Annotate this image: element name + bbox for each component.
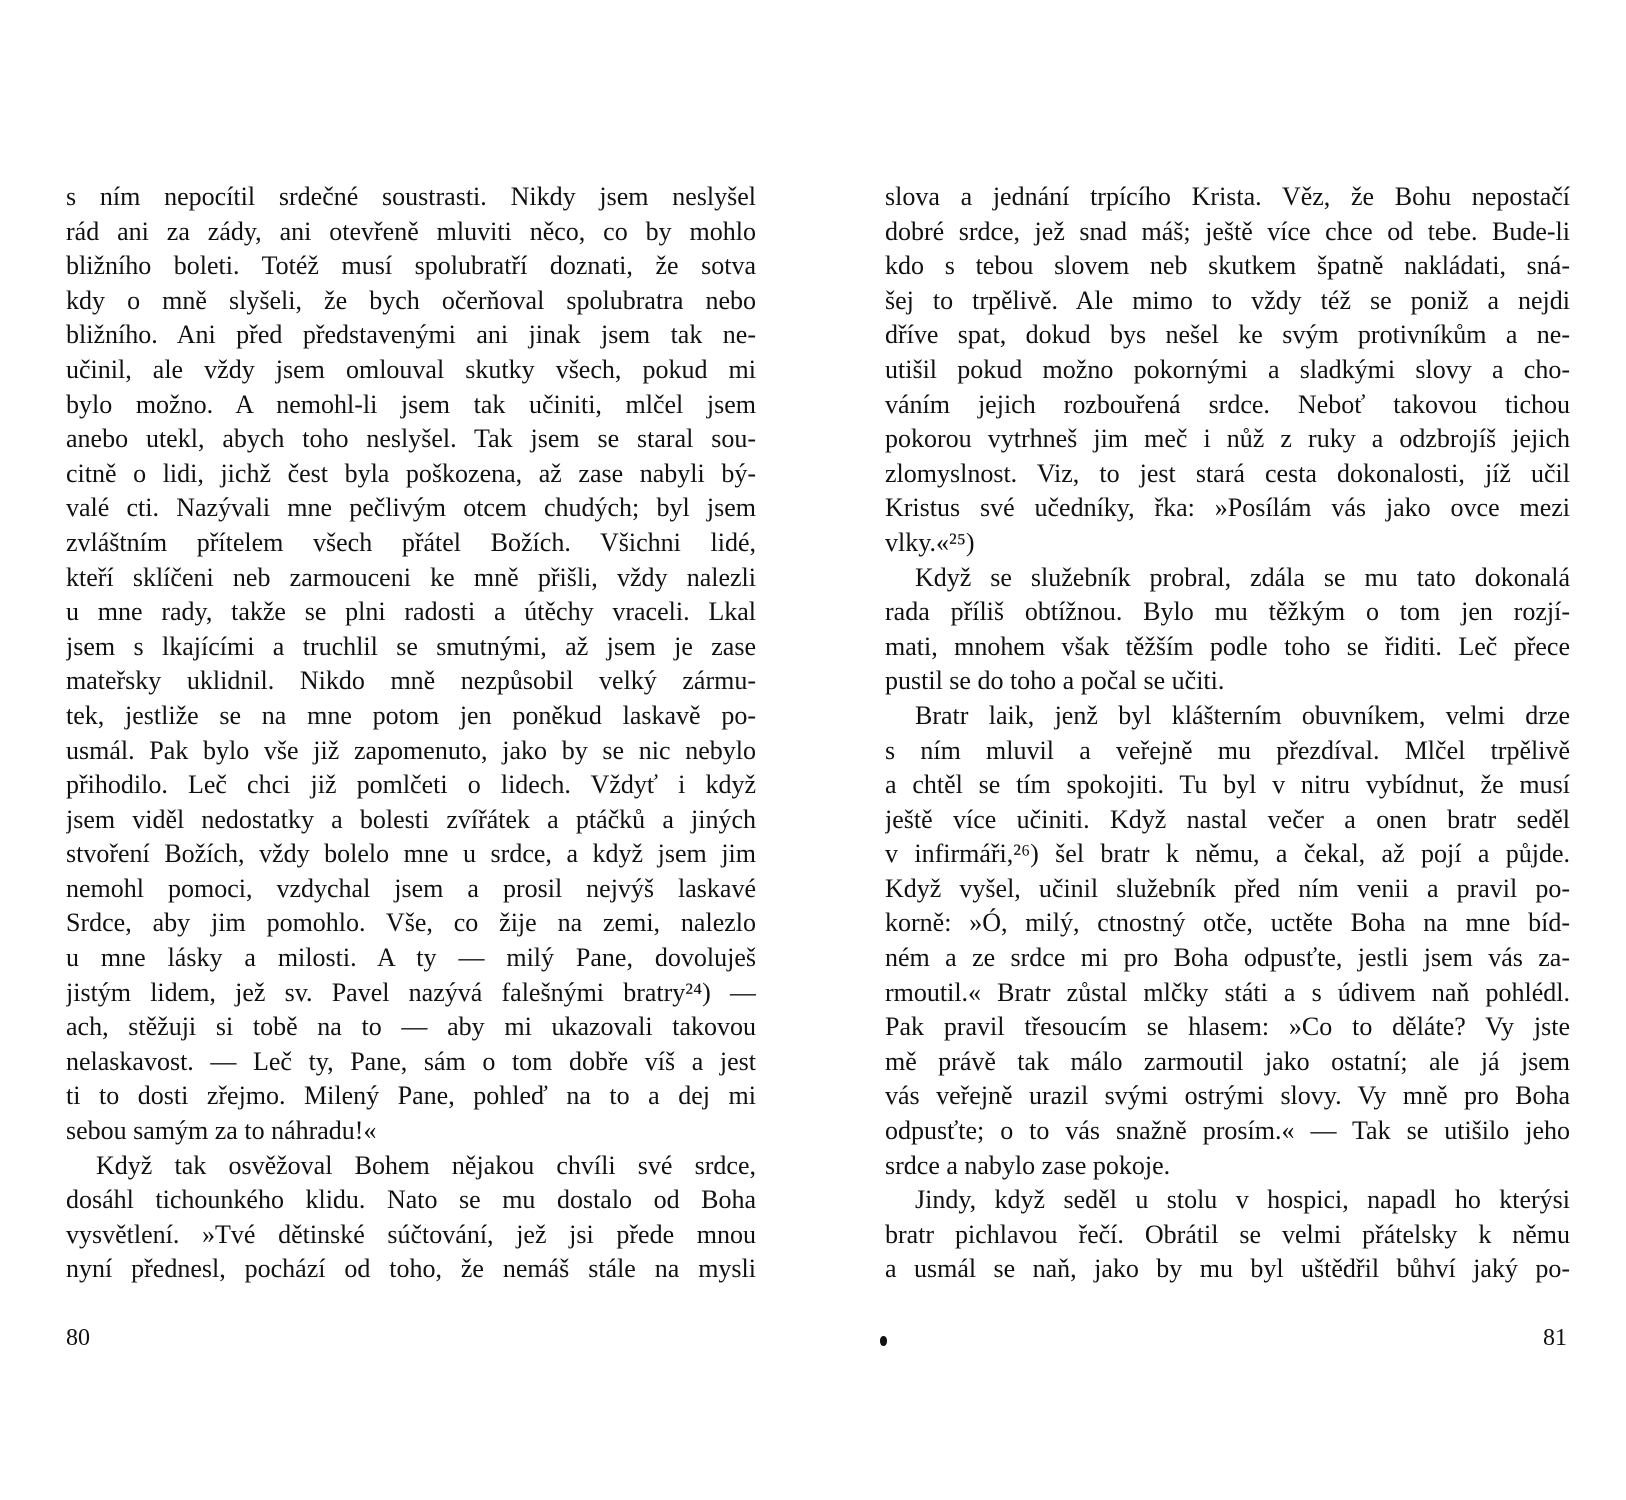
text-line: ach, stěžuji si tobě na to — aby mi ukazovali takovou bbox=[66, 1012, 756, 1042]
text-line: anebo utekl, abych toho neslyšel. Tak jsem se staral sou- bbox=[66, 424, 756, 454]
text-line: nelaskavost. — Leč ty, Pane, sám o tom dobře víš a jest bbox=[66, 1046, 756, 1076]
text-line: mati, mnohem však těžším podle toho se řiditi. Leč přece bbox=[885, 631, 1570, 661]
text-line: přihodilo. Leč chci již pomlčeti o lidech. Vždyť i když bbox=[66, 770, 756, 800]
text-line: usmál. Pak bylo vše již zapomenuto, jako by se nic nebylo bbox=[66, 735, 756, 765]
text-line: Když tak osvěžoval Bohem nějakou chvíli své srdce, bbox=[96, 1150, 756, 1180]
text-line: u mne rady, takže se plni radosti a útěchy vraceli. Lkal bbox=[66, 597, 756, 627]
text-line: a usmál se naň, jako by mu byl uštědřil bůhví jaký po- bbox=[885, 1254, 1570, 1284]
text-line: zlomyslnost. Viz, to jest stará cesta dokonalosti, jíž učil bbox=[885, 458, 1570, 488]
text-line: ti to dosti zřejmo. Milený Pane, pohleď na to a dej mi bbox=[66, 1081, 756, 1111]
text-line: rmoutil.« Bratr zůstal mlčky státi a s údivem naň pohlédl. bbox=[885, 977, 1570, 1007]
text-line: Bratr laik, jenž byl klášterním obuvníkem, velmi drze bbox=[915, 700, 1570, 730]
text-line: nemohl pomoci, vzdychal jsem a prosil nejvýš laskavé bbox=[66, 873, 756, 903]
text-line: zvláštním přítelem všech přátel Božích. Všichni lidé, bbox=[66, 527, 756, 557]
right-page bbox=[885, 180, 1570, 1287]
text-line: vysvětlení. »Tvé dětinské súčtování, jež jsi přede mnou bbox=[66, 1219, 756, 1249]
ink-mark bbox=[880, 1336, 887, 1346]
text-line: kdo s tebou slovem neb skutkem špatně nakládati, sná- bbox=[885, 251, 1570, 281]
text-line: dosáhl tichounkého klidu. Nato se mu dostalo od Boha bbox=[66, 1185, 756, 1215]
text-line: utišil pokud možno pokornými a sladkými slovy a cho- bbox=[885, 354, 1570, 384]
text-line: ném a ze srdce mi pro Boha odpusťte, jestli jsem vás za- bbox=[885, 943, 1570, 973]
text-line: korně: »Ó, milý, ctnostný otče, uctěte Boha na mne bíd- bbox=[885, 908, 1570, 938]
text-line: bratr pichlavou řečí. Obrátil se velmi přátelsky k němu bbox=[885, 1219, 1570, 1249]
text-line: kteří sklíčeni neb zarmouceni ke mně přišli, vždy nalezli bbox=[66, 562, 756, 592]
text-line: u mne lásky a milosti. A ty — milý Pane, dovoluješ bbox=[66, 943, 756, 973]
text-line: dříve spat, dokud bys nešel ke svým protivníkům a ne- bbox=[885, 320, 1570, 350]
text-line: mě právě tak málo zarmoutil jako ostatní; ale já jsem bbox=[885, 1046, 1570, 1076]
text-line: Jindy, když seděl u stolu v hospici, napadl ho kterýsi bbox=[915, 1185, 1570, 1215]
text-line: mateřsky uklidnil. Nikdo mně nezpůsobil velký zármu- bbox=[66, 666, 756, 696]
text-line: Pak pravil třesoucím se hlasem: »Co to děláte? Vy jste bbox=[885, 1012, 1570, 1042]
text-line: rád ani za zády, ani otevřeně mluviti něco, co by mohlo bbox=[66, 216, 756, 246]
text-line: Srdce, aby jim pomohlo. Vše, co žije na zemi, nalezlo bbox=[66, 908, 756, 938]
text-line: Když vyšel, učinil služebník před ním venii a pravil po- bbox=[885, 873, 1570, 903]
text-line: dobré srdce, jež snad máš; ještě více chce od tebe. Bude-li bbox=[885, 216, 1570, 246]
text-line: stvoření Božích, vždy bolelo mne u srdce, a když jsem jim bbox=[66, 839, 756, 869]
text-line: tek, jestliže se na mne potom jen poněkud laskavě po- bbox=[66, 700, 756, 730]
text-line: bylo možno. A nemohl-li jsem tak učiniti, mlčel jsem bbox=[66, 389, 756, 419]
text-line: kdy o mně slyšeli, že bych očerňoval spolubratra nebo bbox=[66, 285, 756, 315]
text-line: a chtěl se tím spokojiti. Tu byl v nitru vybídnut, že musí bbox=[885, 770, 1570, 800]
text-line: Kristus své učedníky, řka: »Posílám vás jako ovce mezi bbox=[885, 493, 1570, 523]
text-line: valé cti. Nazývali mne pečlivým otcem chudých; byl jsem bbox=[66, 493, 756, 523]
text-line: citně o lidi, jichž čest byla poškozena, až zase nabyli bý- bbox=[66, 458, 756, 488]
page-number-left: 80 bbox=[66, 1325, 90, 1351]
text-line: vlky.«²⁵) bbox=[885, 527, 975, 557]
text-line: bližního boleti. Totéž musí spolubratří doznati, že sotva bbox=[66, 251, 756, 281]
text-line: pokorou vytrhneš jim meč i nůž z ruky a odzbrojíš jejich bbox=[885, 424, 1570, 454]
text-line: v infirmáři,²⁶) šel bratr k němu, a čekal, až pojí a půjde. bbox=[885, 839, 1570, 869]
text-line: jsem s lkajícími a truchlil se smutnými, až jsem je zase bbox=[66, 631, 756, 661]
text-line: ještě více učiniti. Když nastal večer a onen bratr seděl bbox=[885, 804, 1570, 834]
text-line: odpusťte; o to vás snažně prosím.« — Tak se utišilo jeho bbox=[885, 1116, 1570, 1146]
text-line: jsem viděl nedostatky a bolesti zvířátek a ptáčků a jiných bbox=[66, 804, 756, 834]
text-line: jistým lidem, jež sv. Pavel nazývá falešnými bratry²⁴) — bbox=[66, 977, 756, 1007]
text-line: sebou samým za to náhradu!« bbox=[66, 1116, 377, 1146]
page-number-right: 81 bbox=[1543, 1325, 1567, 1351]
text-line: šej to trpělivě. Ale mimo to vždy též se poniž a nejdi bbox=[885, 285, 1570, 315]
text-line: vás veřejně urazil svými ostrými slovy. Vy mně pro Boha bbox=[885, 1081, 1570, 1111]
text-line: rada příliš obtížnou. Bylo mu těžkým o tom jen rozjí- bbox=[885, 597, 1570, 627]
text-line: s ním mluvil a veřejně mu přezdíval. Mlčel trpělivě bbox=[885, 735, 1570, 765]
text-line: s ním nepocítil srdečné soustrasti. Nikdy jsem neslyšel bbox=[66, 182, 756, 211]
left-page bbox=[66, 180, 756, 1287]
text-line: váním jejich rozbouřená srdce. Neboť takovou tichou bbox=[885, 389, 1570, 419]
text-line: slova a jednání trpícího Krista. Věz, že Bohu nepostačí bbox=[885, 182, 1570, 211]
text-line: Když se služebník probral, zdála se mu tato dokonalá bbox=[915, 562, 1570, 592]
text-line: bližního. Ani před představenými ani jinak jsem tak ne- bbox=[66, 320, 756, 350]
text-line: srdce a nabylo zase pokoje. bbox=[885, 1150, 1171, 1180]
text-line: nyní přednesl, pochází od toho, že nemáš stále na mysli bbox=[66, 1254, 756, 1284]
text-line: pustil se do toho a počal se učiti. bbox=[885, 666, 1225, 696]
text-line: učinil, ale vždy jsem omlouval skutky všech, pokud mi bbox=[66, 354, 756, 384]
